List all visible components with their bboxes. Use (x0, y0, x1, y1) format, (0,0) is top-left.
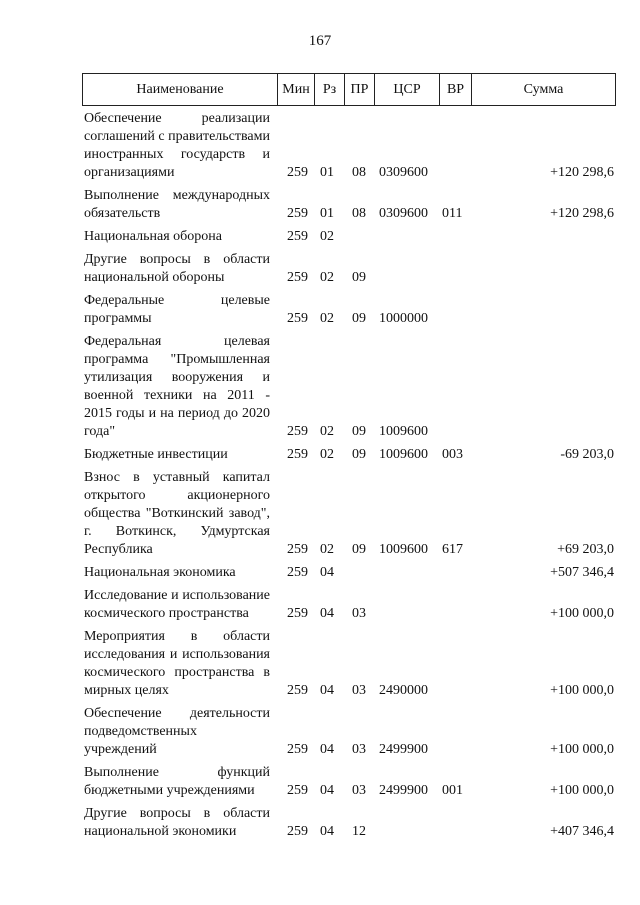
row-pr: 03 (352, 683, 366, 698)
row-csr: 1009600 (379, 542, 428, 557)
row-min: 259 (287, 270, 308, 285)
table-header (82, 73, 616, 106)
page-number: 167 (308, 33, 332, 49)
row-csr: 2490000 (379, 683, 428, 698)
row-vr: 001 (442, 783, 463, 798)
row-name: Другие вопросы в области национальной экономики (84, 806, 270, 839)
row-pr: 09 (352, 311, 366, 326)
table-row (84, 805, 614, 841)
row-name: Обеспечение деятельности подведомственных учреждений (84, 706, 270, 757)
table-row (84, 110, 614, 182)
header-name: Наименование (83, 74, 278, 106)
row-rz: 02 (320, 270, 334, 285)
table-row (84, 333, 614, 441)
table-row (84, 187, 614, 223)
table-row (84, 292, 614, 328)
row-min: 259 (287, 165, 308, 180)
row-min: 259 (287, 565, 308, 580)
row-rz: 01 (320, 165, 334, 180)
row-name: Национальная экономика (84, 565, 236, 580)
row-csr: 1000000 (379, 311, 428, 326)
row-min: 259 (287, 229, 308, 244)
row-csr: 2499900 (379, 742, 428, 757)
header-pr: ПР (345, 74, 375, 106)
table-row (84, 564, 614, 582)
row-min: 259 (287, 683, 308, 698)
row-sum: +69 203,0 (557, 542, 614, 557)
row-pr: 09 (352, 270, 366, 285)
row-name: Взнос в уставный капитал открытого акционерного общества "Воткинский завод", г. Воткинск, Удмуртская Республика (84, 470, 270, 557)
header-csr: ЦСР (375, 74, 440, 106)
row-name: Федеральная целевая программа "Промышленная утилизация вооружения и военной техники на 2011 - 2015 годы и на период до 2020 года" (84, 334, 270, 439)
header-min: Мин (278, 74, 315, 106)
row-name: Другие вопросы в области национальной обороны (84, 252, 270, 285)
table-row (84, 628, 614, 700)
row-rz: 04 (320, 565, 334, 580)
row-sum: +100 000,0 (550, 783, 614, 798)
table-row (84, 587, 614, 623)
row-rz: 02 (320, 542, 334, 557)
row-pr: 09 (352, 542, 366, 557)
row-pr: 08 (352, 165, 366, 180)
row-min: 259 (287, 542, 308, 557)
table-row (84, 446, 614, 464)
row-vr: 011 (442, 206, 463, 221)
row-pr: 03 (352, 783, 366, 798)
row-vr: 617 (442, 542, 463, 557)
row-sum: +507 346,4 (550, 565, 614, 580)
row-rz: 04 (320, 783, 334, 798)
row-vr: 003 (442, 447, 463, 462)
row-csr: 0309600 (379, 165, 428, 180)
table-body (84, 110, 614, 846)
row-pr: 08 (352, 206, 366, 221)
row-sum: +407 346,4 (550, 824, 614, 839)
row-name: Обеспечение реализации соглашений с правительствами иностранных государств и организациями (84, 111, 270, 180)
row-min: 259 (287, 824, 308, 839)
row-min: 259 (287, 606, 308, 621)
row-name: Национальная оборона (84, 229, 222, 244)
row-rz: 04 (320, 824, 334, 839)
row-rz: 02 (320, 424, 334, 439)
row-min: 259 (287, 311, 308, 326)
row-rz: 02 (320, 447, 334, 462)
row-min: 259 (287, 206, 308, 221)
row-min: 259 (287, 447, 308, 462)
table-row (84, 469, 614, 559)
row-csr: 0309600 (379, 206, 428, 221)
row-sum: +100 000,0 (550, 742, 614, 757)
row-csr: 2499900 (379, 783, 428, 798)
header-vr: ВР (440, 74, 472, 106)
row-sum: +100 000,0 (550, 606, 614, 621)
header-rz: Рз (315, 74, 345, 106)
row-rz: 02 (320, 311, 334, 326)
row-sum: +120 298,6 (550, 165, 614, 180)
row-sum: +100 000,0 (550, 683, 614, 698)
row-pr: 03 (352, 742, 366, 757)
row-sum: -69 203,0 (560, 447, 614, 462)
row-pr: 03 (352, 606, 366, 621)
table-row (84, 228, 614, 246)
row-min: 259 (287, 783, 308, 798)
row-rz: 01 (320, 206, 334, 221)
table-row (84, 705, 614, 759)
table-row (84, 764, 614, 800)
row-pr: 12 (352, 824, 366, 839)
row-min: 259 (287, 424, 308, 439)
row-pr: 09 (352, 424, 366, 439)
row-rz: 04 (320, 683, 334, 698)
row-pr: 09 (352, 447, 366, 462)
row-csr: 1009600 (379, 447, 428, 462)
row-name: Исследование и использование космического пространства (84, 588, 270, 621)
row-sum: +120 298,6 (550, 206, 614, 221)
row-rz: 02 (320, 229, 334, 244)
table-row (84, 251, 614, 287)
row-name: Выполнение международных обязательств (84, 188, 270, 221)
row-name: Мероприятия в области исследования и использования космического пространства в мирных целях (84, 629, 270, 698)
row-csr: 1009600 (379, 424, 428, 439)
row-min: 259 (287, 742, 308, 757)
row-rz: 04 (320, 742, 334, 757)
row-rz: 04 (320, 606, 334, 621)
row-name: Федеральные целевые программы (84, 293, 270, 326)
row-name: Выполнение функций бюджетными учреждениями (84, 765, 270, 798)
row-name: Бюджетные инвестиции (84, 447, 228, 462)
header-sum: Сумма (472, 74, 616, 106)
